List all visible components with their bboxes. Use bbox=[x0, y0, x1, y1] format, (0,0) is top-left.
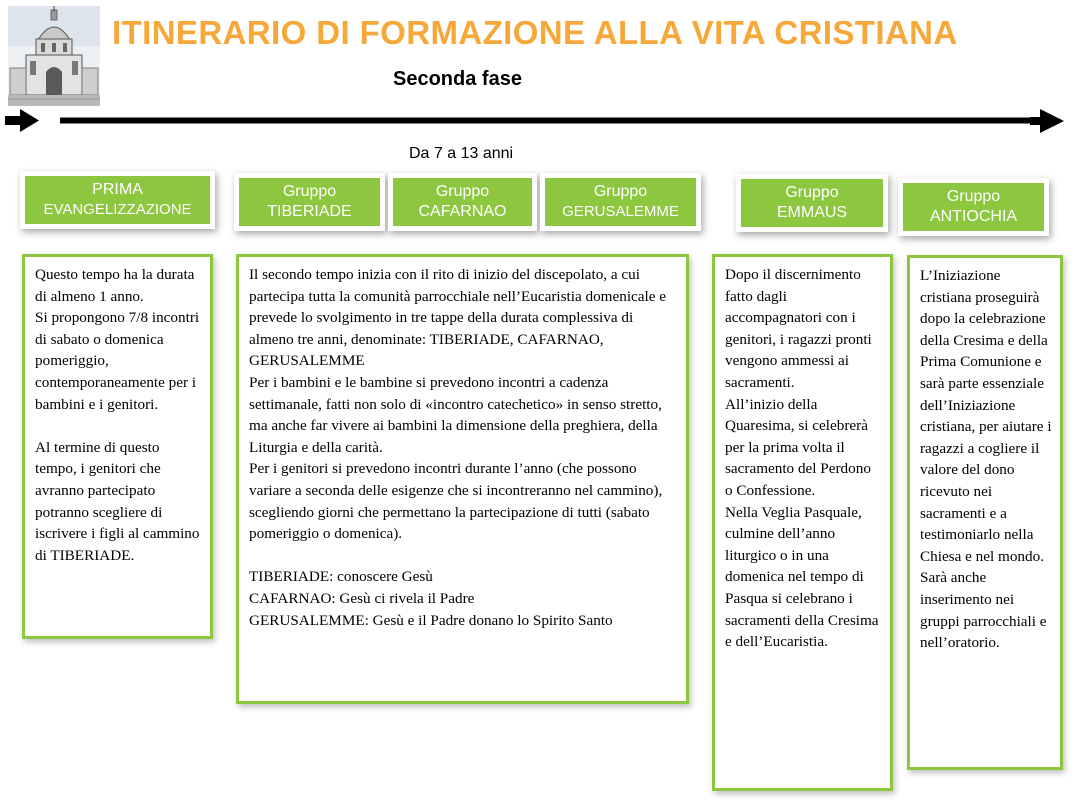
start-arrow-icon bbox=[5, 109, 39, 132]
panel-line-gerusalemme: GERUSALEMME: Gesù e il Padre donano lo Spirito Santo bbox=[249, 611, 613, 629]
tag-line2: EMMAUS bbox=[776, 204, 848, 221]
panel-antiochia bbox=[907, 255, 1063, 770]
tag-line1: PRIMA bbox=[92, 181, 143, 198]
panel-emmaus bbox=[712, 254, 893, 791]
panel-paragraph: Dopo il discernimento fatto dagli accompagnatori con i genitori, i ragazzi pronti vengono ammessi ai sacramenti. bbox=[725, 266, 872, 391]
tag-line1: Gruppo bbox=[435, 183, 490, 200]
panel-paragraph: Il secondo tempo inizia con il rito di inizio del discepolato, a cui partecipa tutta la comunità parrocchiale nell’Eucaristia domenicale e prevede lo svolgimento in tre tappe della durata complessiva di almeno tre anni, denominate: TIBERIADE, CAFARNAO, GERUSALEMME bbox=[249, 266, 667, 370]
age-range: Da 7 a 13 anni bbox=[409, 145, 514, 162]
panel-line-tiberiade: TIBERIADE: conoscere Gesù bbox=[249, 568, 433, 586]
tag-gruppo-emmaus bbox=[736, 174, 888, 232]
panel-prima-evangelizzazione bbox=[22, 254, 213, 639]
tag-line2: GERUSALEMME bbox=[562, 203, 679, 220]
tag-line1: Gruppo bbox=[282, 183, 337, 200]
tag-gruppo-antiochia bbox=[898, 178, 1049, 236]
timeline-arrow bbox=[0, 105, 1077, 145]
panel-paragraph: Per i bambini e le bambine si prevedono incontri a cadenza settimanale, fatti non solo di «incontro catechetico» in senso stretto, ma anche far vivere ai bambini la dimensione della preghiera, della Liturgia e della carità. bbox=[249, 373, 662, 456]
end-arrow-icon bbox=[1030, 109, 1064, 133]
tag-prima-evangelizzazione bbox=[20, 171, 215, 229]
tag-line2: ANTIOCHIA bbox=[929, 208, 1018, 225]
panel-paragraph: Per i genitori si prevedono incontri durante l’anno (che possono variare a seconda delle esigenze che si incontreranno nel cammino), scegliendo giorni che permettano la partecipazione di tutti (sabato pomeriggio o domenica). bbox=[249, 460, 663, 543]
tag-line2: TIBERIADE bbox=[267, 203, 352, 220]
panel-paragraph: Nella Veglia Pasquale, culmine dell’anno liturgico o in una domenica nel tempo di Pasqua si celebrano i sacramenti della Cresima e dell’Eucaristia. bbox=[725, 503, 879, 651]
panel-paragraph: All’inizio della Quaresima, si celebrerà per la prima volta il sacramento del Perdono o Confessione. bbox=[725, 395, 871, 499]
tag-gruppo-gerusalemme bbox=[540, 173, 701, 231]
panel-paragraph: L’Iniziazione cristiana proseguirà dopo la celebrazione della Cresima e della Prima Comunione e sarà parte essenziale dell’Iniziazione cristiana, per aiutare i ragazzi a cogliere il valore del dono ricevuto nei sacramenti e a testimoniarlo nella Chiesa e nel mondo. bbox=[920, 267, 1052, 565]
tag-line1: Gruppo bbox=[785, 184, 839, 201]
panel-line-cafarnao: CAFARNAO: Gesù ci rivela il Padre bbox=[249, 589, 475, 607]
panel-paragraph: Si propongono 7/8 incontri di sabato o domenica pomeriggio, contemporaneamente per i bambini e i genitori. bbox=[35, 309, 200, 413]
page-subtitle: Seconda fase bbox=[393, 68, 522, 90]
tag-line1: Gruppo bbox=[946, 188, 1001, 205]
page-title: ITINERARIO DI FORMAZIONE ALLA VITA CRISTIANA bbox=[112, 14, 958, 51]
panel-paragraph: Sarà anche inserimento nei gruppi parrocchiali e nell’oratorio. bbox=[920, 569, 1047, 652]
tag-line1: Gruppo bbox=[593, 183, 648, 200]
tag-line2: CAFARNAO bbox=[418, 203, 507, 220]
panel-gruppi bbox=[236, 254, 689, 704]
tag-gruppo-cafarnao bbox=[388, 173, 537, 231]
panel-paragraph: Al termine di questo tempo, i genitori che avranno partecipato potranno scegliere di iscrivere i figli al cammino di TIBERIADE. bbox=[35, 438, 200, 564]
tag-gruppo-tiberiade bbox=[234, 173, 385, 231]
church-logo bbox=[8, 6, 100, 106]
tag-line2: EVANGELIZZAZIONE bbox=[43, 201, 192, 218]
panel-paragraph: Questo tempo ha la durata di almeno 1 anno. bbox=[35, 266, 195, 305]
